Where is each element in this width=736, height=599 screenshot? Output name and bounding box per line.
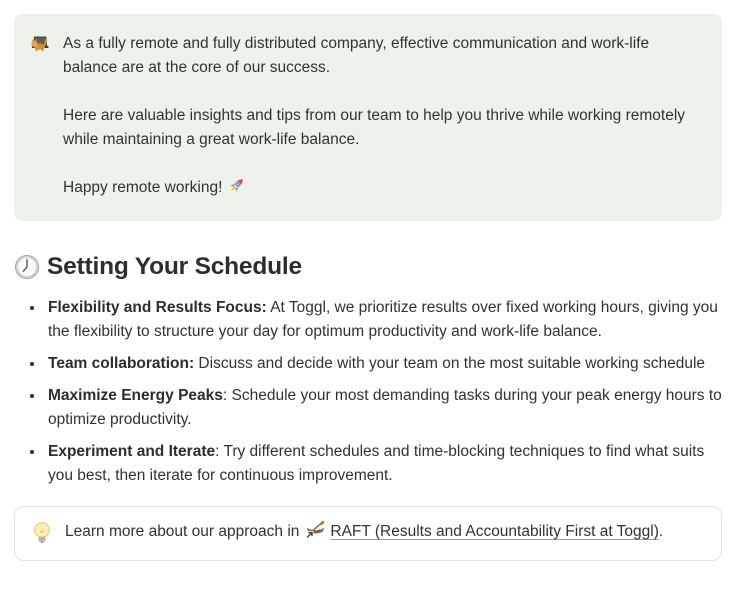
rocket-emoji bbox=[227, 176, 246, 203]
list-item-text: : Schedule your most demanding tasks during your peak energy hours to optimize productivity. bbox=[48, 387, 722, 428]
list-item bbox=[45, 384, 722, 432]
list-item-lead: Maximize Energy Peaks bbox=[48, 387, 223, 404]
lightbulb-emoji bbox=[32, 521, 52, 546]
raft-page-link[interactable]: RAFT (Results and Accountability First at Toggl) bbox=[330, 523, 659, 540]
happy-remote-text: Happy remote working! bbox=[63, 179, 223, 196]
list-item bbox=[45, 296, 722, 344]
list-item-lead: Experiment and Iterate bbox=[48, 443, 216, 460]
list-item-text: : Try different schedules and time-blocking techniques to find what suits you best, then iterate for continuous improvement. bbox=[48, 443, 705, 484]
clock-emoji bbox=[14, 254, 40, 280]
callout-paragraph: Here are valuable insights and tips from our team to help you thrive while working remotely while maintaining a great work-life balance. bbox=[63, 107, 686, 148]
learn-more-sentence bbox=[65, 520, 663, 547]
schedule-tips-list bbox=[14, 296, 722, 488]
sentence-period: . bbox=[658, 523, 664, 540]
callout-paragraph bbox=[63, 176, 704, 203]
list-item-lead: Team collaboration: bbox=[48, 355, 195, 372]
section-heading bbox=[14, 252, 722, 282]
list-item-text: Discuss and decide with your team on the most suitable working schedule bbox=[194, 355, 706, 372]
callout-paragraph: As a fully remote and fully distributed company, effective communication and work-life balance are at the core of our success. bbox=[63, 35, 650, 76]
canoe-page-link-icon bbox=[305, 521, 326, 547]
page-title: Setting Your Schedule bbox=[47, 253, 302, 280]
list-item bbox=[45, 352, 722, 376]
cat-laptop-emoji bbox=[28, 32, 52, 56]
learn-more-prefix: Learn more about our approach in bbox=[65, 523, 300, 540]
list-item bbox=[45, 440, 722, 488]
remote-work-callout bbox=[14, 14, 722, 221]
list-item-text: At Toggl, we prioritize results over fixed working hours, giving you the flexibility to structure your day for optimum productivity and work-life balance. bbox=[48, 299, 718, 340]
learn-more-callout bbox=[14, 506, 722, 561]
callout-text bbox=[63, 32, 704, 203]
list-item-lead: Flexibility and Results Focus: bbox=[48, 299, 267, 316]
